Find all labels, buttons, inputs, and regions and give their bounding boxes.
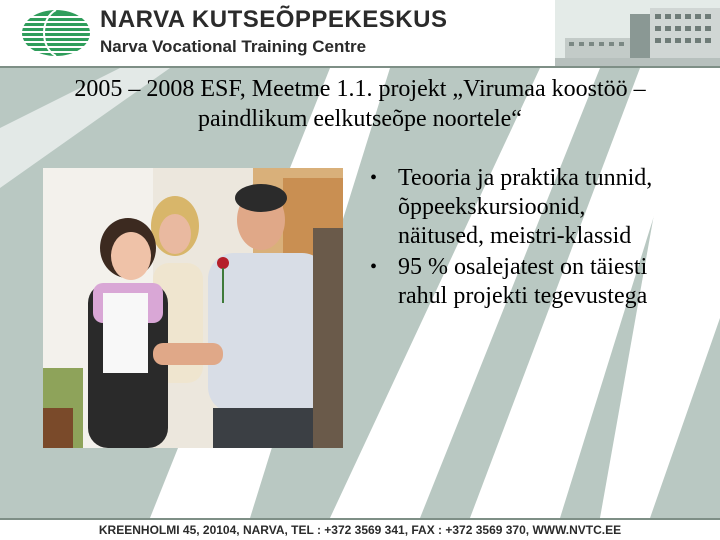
header-divider [0,66,720,68]
header [0,0,720,68]
list-item [368,164,668,251]
globe-logo-icon [20,8,92,58]
slide-title: 2005 – 2008 ESF, Meetme 1.1. projekt „Virumaa koostöö – paindlikum eelkutseõpe noortele“ [74,76,646,132]
org-name-en: Narva Vocational Training Centre [100,37,367,56]
bullet-marker: • [370,256,378,278]
list-item [368,253,668,311]
bullet-text: 95 % osalejatest on täiesti rahul projekti tegevustega [398,254,648,309]
ceremony-photo [43,168,343,448]
footer-contact: KREENHOLMI 45, 20104, NARVA, TEL : +372 3569 341, FAX : +372 3569 370, WWW.NVTC.EE [0,520,720,540]
org-name: NARVA KUTSEÕPPEKESKUS [100,6,448,33]
bullet-marker: • [370,167,378,189]
building-image [555,0,720,66]
bullet-list [368,164,668,313]
bullet-text: Teooria ja praktika tunnid, õppeekskursioonid, näitused, meistri-klassid [398,165,653,249]
